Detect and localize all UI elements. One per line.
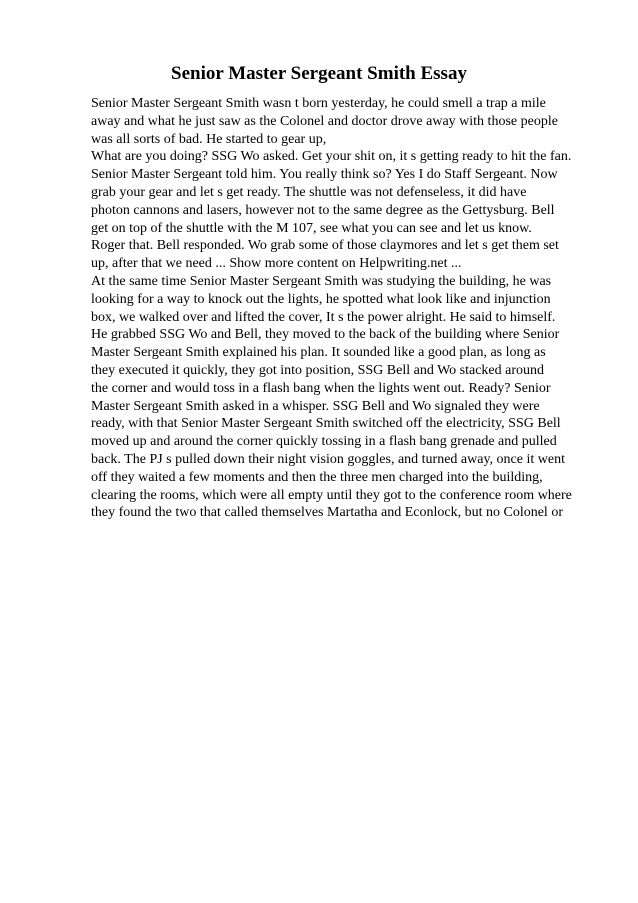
text-line: they found the two that called themselves Martatha and Econlock, but no Colonel or bbox=[91, 505, 563, 521]
text-line: Roger that. Bell responded. Wo grab some of those claymores and let s get them set bbox=[91, 238, 559, 254]
text-line: photon cannons and lasers, however not to the same degree as the Gettysburg. Bell bbox=[91, 202, 555, 218]
text-line: Senior Master Sergeant Smith wasn t born yesterday, he could smell a trap a mile bbox=[91, 96, 546, 111]
text-line: Master Sergeant Smith explained his plan. It sounded like a good plan, as long as bbox=[91, 345, 546, 361]
text-line: He grabbed SSG Wo and Bell, they moved to the back of the building where Senior bbox=[91, 327, 560, 343]
essay-body bbox=[91, 95, 611, 522]
text-line: ready, with that Senior Master Sergeant Smith switched off the electricity, SSG Bell bbox=[91, 416, 561, 432]
text-line: up, after that we need ... Show more content on Helpwriting.net ... bbox=[91, 256, 462, 272]
text-line: moved up and around the corner quickly tossing in a flash bang grenade and pulled bbox=[91, 434, 557, 450]
text-line: Senior Master Sergeant told him. You really think so? Yes I do Staff Sergeant. Now bbox=[91, 167, 558, 183]
text-line: they executed it quickly, they got into position, SSG Bell and Wo stacked around bbox=[91, 362, 545, 378]
text-line: the corner and would toss in a flash bang when the lights went out. Ready? Senior bbox=[91, 380, 551, 396]
text-line: off they waited a few moments and then the three men charged into the building, bbox=[91, 469, 543, 485]
text-line: box, we walked over and lifted the cover, It s the power alright. He said to himself. bbox=[91, 309, 556, 325]
text-line: was all sorts of bad. He started to gear up, bbox=[91, 131, 327, 147]
text-line: looking for a way to knock out the lights, he spotted what look like and injunction bbox=[91, 291, 551, 307]
page-title: Senior Master Sergeant Smith Essay bbox=[171, 63, 467, 84]
text-line: At the same time Senior Master Sergeant Smith was studying the building, he was bbox=[91, 273, 552, 289]
text-line: clearing the rooms, which were all empty until they got to the conference room where bbox=[91, 487, 572, 503]
text-line: get on top of the shuttle with the M 107, see what you can see and let us know. bbox=[91, 220, 532, 236]
text-line: grab your gear and let s get ready. The shuttle was not defenseless, it did have bbox=[91, 184, 527, 200]
text-line: back. The PJ s pulled down their night vision goggles, and turned away, once it went bbox=[91, 451, 565, 467]
text-line: away and what he just saw as the Colonel and doctor drove away with those people bbox=[91, 113, 558, 129]
text-line: Master Sergeant Smith asked in a whisper. SSG Bell and Wo signaled they were bbox=[91, 398, 540, 414]
text-line: What are you doing? SSG Wo asked. Get your shit on, it s getting ready to hit the fan. bbox=[91, 149, 572, 165]
